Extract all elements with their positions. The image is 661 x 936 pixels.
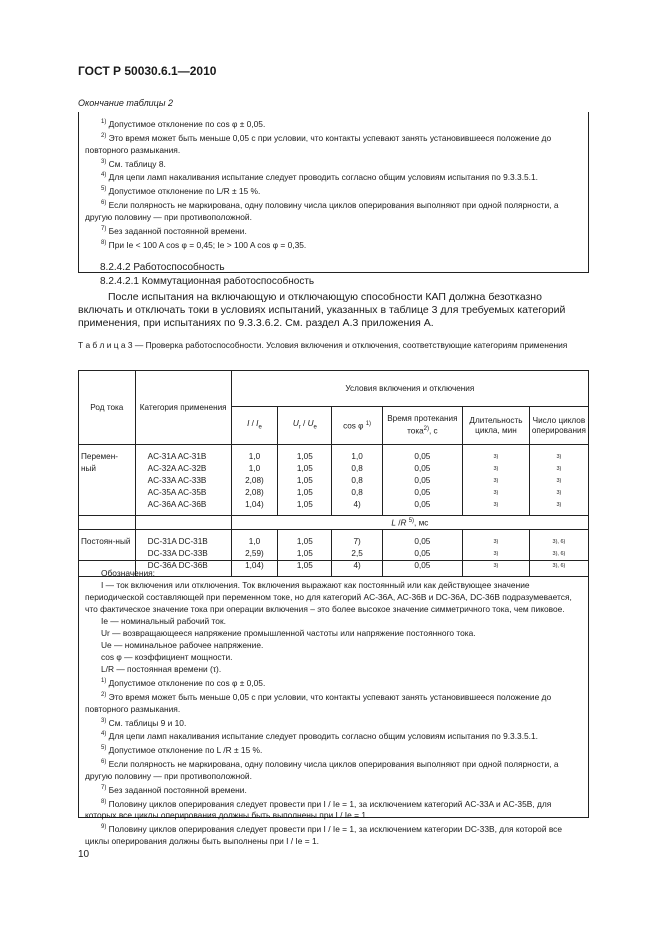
section-paragraph: После испытания на включающую и отключающую способности КАП должна безотказно включать и отключать токи в условиях испытаний, указанных в таблице 3 для требуемых категорий применения, при испытаниях по 9.3.3.6.2. См. раздел А.3 приложения А. (78, 291, 566, 329)
footnote (85, 169, 582, 183)
footnote-text: Допустимое отклонение по cos φ ± 0,05. (106, 118, 266, 129)
footnote-mark: 3) (101, 717, 107, 724)
table3-caption: Т а б л и ц а 3 — Проверка работоспособности. Условия включения и отключения, соответствующие категориям применения (78, 340, 568, 350)
footnote (85, 197, 582, 223)
cell-i: 1,04) (231, 560, 278, 577)
footnote-text: Половину циклов оперирования следует провести при I / Ie = 1, за исключением категории DC-33B, для которой все циклы оперирования должны быть выполнены при I / Ie = 1. (85, 824, 563, 847)
footnote-text: При Ie < 100 A cos φ = 0,45; Ie > 100 A cos φ = 0,35. (106, 239, 307, 250)
cell-cos: 0,8 (332, 475, 382, 487)
cell-i: 1,0 (231, 530, 278, 549)
table-row (79, 487, 589, 499)
th-cos-phi: cos φ $^{1)}$ (332, 407, 382, 445)
current-type-cell: Перемен-ный (79, 445, 136, 516)
footnote (85, 156, 582, 170)
cell-t: 0,05 (382, 499, 462, 516)
th-conditions: Условия включения и отключения (231, 371, 588, 407)
footnote-mark: 1) (101, 678, 107, 684)
footnote-mark: 3) (101, 158, 107, 165)
cell-d: 3) (463, 560, 530, 577)
cell-cat: AC-31A AC-31B (135, 445, 231, 464)
footnote (85, 728, 582, 742)
cell-cos: 7) (332, 530, 382, 549)
cell-n: 3), 6) (529, 560, 588, 577)
section-heading-8-2-4-2-1: 8.2.4.2.1 Коммутационная работоспособность (100, 276, 315, 287)
footnote-text: Это время может быть меньше 0,05 с при условии, что контакты успевают занять установившееся положение до повторного размыкания. (85, 132, 552, 155)
current-type-cell: Постоян-ный (79, 530, 136, 577)
th-flow-time: Время протекания тока$^{2)}$, с (382, 407, 462, 445)
footnote-mark: 4) (101, 731, 107, 738)
footnote-mark: 8) (101, 798, 107, 805)
definition: I — ток включения или отключения. Ток включения выражают как постоянный или как действующее значение периодической составляющей при переменном токе, но для категорий AC-36A, AC-36B и DC-36A, DC-36B подразумевается, что фактическое значение тока при операции включения – это более высокое значение симметричного тока, чем пиковое. (85, 580, 572, 614)
th-current-type: Род тока (79, 371, 136, 445)
th-cycles-count: Число циклов оперирования (529, 407, 588, 445)
table3 (78, 370, 589, 577)
cell-t: 0,05 (382, 560, 462, 577)
footnote (85, 689, 582, 715)
cell-n: 3), 6) (529, 530, 588, 549)
cell-u: 1,05 (278, 487, 332, 499)
page-number: 10 (78, 849, 90, 860)
footnote-mark: 9) (101, 824, 107, 831)
footnote (85, 796, 582, 822)
footnote (85, 742, 582, 756)
cell-cat: AC-33A AC-33B (135, 475, 231, 487)
cell-t: 0,05 (382, 475, 462, 487)
footnote-text: Без заданной постоянной времени. (106, 784, 247, 795)
cell-cat: DC-33A DC-33B (135, 548, 231, 560)
footnote-mark: 5) (101, 745, 107, 752)
cell-u: 1,05 (278, 475, 332, 487)
footnote-mark: 7) (101, 784, 107, 791)
definition: Ie — номинальный рабочий ток. (101, 616, 226, 626)
footnote-text: Допустимое отклонение по L /R ± 15 %. (106, 744, 263, 755)
cell-u: 1,05 (278, 530, 332, 549)
cell-t: 0,05 (382, 445, 462, 464)
footnote (85, 183, 582, 197)
footnote-text: Для цепи ламп накаливания испытание следует проводить согласно общим условиям испытания по 9.3.3.5.1. (106, 172, 538, 183)
table2-notes-box (78, 112, 589, 273)
cell-i: 2,59) (231, 548, 278, 560)
cell-cat: AC-36A AC-36B (135, 499, 231, 516)
table3-notes-box (78, 560, 589, 847)
cell-d: 3) (463, 548, 530, 560)
footnote-text: Если полярность не маркирована, одну половину числа циклов оперирования выполняют при одной полярности, а другую половину — при противоположной. (85, 758, 559, 781)
footnote-text: Если полярность не маркирована, одну половину числа циклов оперирования выполняют при одной полярности, а другую половину — при противоположной. (85, 199, 559, 222)
footnote-text: См. таблицу 8. (106, 158, 166, 169)
definition: Ue — номинальное рабочее напряжение. (101, 640, 264, 650)
table3-notes (79, 561, 588, 847)
cell-u: 1,05 (278, 560, 332, 577)
cell-d: 3) (463, 445, 530, 464)
cell-n: 3) (529, 445, 588, 464)
cell-u: 1,05 (278, 548, 332, 560)
footnote (85, 223, 582, 237)
definition: cos φ — коэффициент мощности. (101, 652, 233, 662)
cell-cos: 4) (332, 560, 382, 577)
cell-n: 3) (529, 475, 588, 487)
table-row (79, 445, 589, 464)
cell-n: 3), 6) (529, 548, 588, 560)
footnote (85, 237, 582, 251)
footnote (85, 675, 582, 689)
document-header: ГОСТ Р 50030.6.1—2010 (78, 64, 217, 78)
cell-n: 3) (529, 499, 588, 516)
cell-i: 1,04) (231, 499, 278, 516)
notes-title: Обозначения: (101, 568, 155, 578)
cell-t: 0,05 (382, 463, 462, 475)
footnote-mark: 2) (101, 691, 107, 698)
table-row (79, 530, 589, 549)
footnote (85, 116, 582, 130)
th-category: Категория применения (135, 371, 231, 445)
cell-d: 3) (463, 530, 530, 549)
cell-i: 1,0 (231, 445, 278, 464)
cell-cat: AC-32A AC-32B (135, 463, 231, 475)
lr-header: L /R $^{5)}$, мс (231, 516, 588, 530)
table-row (79, 548, 589, 560)
footnote-mark: 4) (101, 172, 107, 179)
footnote-mark: 6) (101, 758, 107, 765)
footnote-text: Для цепи ламп накаливания испытание следует проводить согласно общим условиям испытания по 9.3.3.5.1. (106, 731, 538, 742)
cell-cos: 0,8 (332, 487, 382, 499)
table-row (79, 475, 589, 487)
definition: L/R — постоянная времени (τ). (101, 664, 222, 674)
th-i-ie: I / $I_e$ (231, 407, 278, 445)
footnote (85, 821, 582, 847)
cell-n: 3) (529, 463, 588, 475)
cell-d: 3) (463, 499, 530, 516)
footnote-mark: 5) (101, 186, 107, 193)
cell-d: 3) (463, 475, 530, 487)
footnote-text: Половину циклов оперирования следует провести при I / Ie = 1, за исключением категорий AC-33A и AC-35B, для которых все циклы оперирования должны быть выполнены при I / Ie = 1. (85, 798, 552, 821)
cell-i: 2,08) (231, 487, 278, 499)
table-row (79, 499, 589, 516)
footnote (85, 130, 582, 156)
cell-i: 2,08) (231, 475, 278, 487)
footnote-text: Допустимое отклонение по cos φ ± 0,05. (106, 677, 266, 688)
cell-cos: 1,0 (332, 445, 382, 464)
footnote-mark: 2) (101, 132, 107, 139)
cell-i: 1,0 (231, 463, 278, 475)
table-continuation-label: Окончание таблицы 2 (78, 98, 173, 108)
table2-notes (79, 112, 588, 250)
cell-cos: 2,5 (332, 548, 382, 560)
footnote-text: Допустимое отклонение по L/R ± 15 %. (106, 185, 261, 196)
cell-cos: 0,8 (332, 463, 382, 475)
footnote-text: Это время может быть меньше 0,05 с при условии, что контакты успевают занять установившееся положение до повторного размыкания. (85, 691, 552, 714)
footnote-mark: 6) (101, 199, 107, 206)
footnote-mark: 7) (101, 225, 107, 232)
cell-n: 3) (529, 487, 588, 499)
cell-t: 0,05 (382, 530, 462, 549)
section-heading-8-2-4-2: 8.2.4.2 Работоспособность (100, 262, 225, 273)
footnote-text: Без заданной постоянной времени. (106, 225, 247, 236)
cell-d: 3) (463, 463, 530, 475)
th-ur-ue: $U_r / U_e$ (278, 407, 332, 445)
footnote-mark: 1) (101, 119, 107, 125)
cell-t: 0,05 (382, 487, 462, 499)
footnote-mark: 8) (101, 239, 107, 246)
table-row (79, 463, 589, 475)
footnote-text: См. таблицы 9 и 10. (106, 717, 187, 728)
cell-cat: AC-35A AC-35B (135, 487, 231, 499)
cell-u: 1,05 (278, 463, 332, 475)
cell-cos: 4) (332, 499, 382, 516)
th-cycle-duration: Длительность цикла, мин (463, 407, 530, 445)
cell-u: 1,05 (278, 445, 332, 464)
footnote (85, 782, 582, 796)
footnote (85, 756, 582, 782)
footnote (85, 715, 582, 729)
cell-cat: DC-31A DC-31B (135, 530, 231, 549)
cell-u: 1,05 (278, 499, 332, 516)
cell-d: 3) (463, 487, 530, 499)
cell-cat: DC-36A DC-36B (135, 560, 231, 577)
cell-t: 0,05 (382, 548, 462, 560)
definition: Ur — возвращающееся напряжение промышленной частоты или напряжение постоянного тока. (101, 628, 476, 638)
